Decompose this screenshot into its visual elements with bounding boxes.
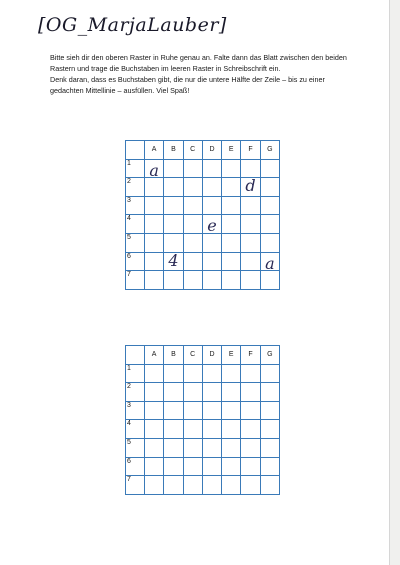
- grid-cell: [183, 252, 202, 271]
- grid-cell: [202, 438, 221, 457]
- grid-cell: [202, 364, 221, 383]
- grid-cell: [222, 178, 241, 197]
- grid-cell: [260, 271, 279, 290]
- grid-header-row: [126, 141, 280, 160]
- grid-cell: [222, 159, 241, 178]
- grid-cell: [260, 438, 279, 457]
- grid-cell: [222, 196, 241, 215]
- col-header-g: G: [260, 346, 279, 365]
- handwritten-letter: e: [207, 216, 217, 236]
- grid-cell: [222, 438, 241, 457]
- grid-cell: [222, 420, 241, 439]
- grid-cell: [202, 476, 221, 495]
- grid-row-7: [126, 476, 280, 495]
- grid-cell: [164, 420, 183, 439]
- row-header-7: 7: [126, 476, 145, 495]
- grid-cell: [164, 476, 183, 495]
- reference-grid: [125, 140, 280, 290]
- grid-cell: [183, 233, 202, 252]
- grid-cell-a1: [145, 159, 164, 178]
- grid-cell: [145, 457, 164, 476]
- grid-cell: [241, 159, 260, 178]
- grid-cell: [145, 271, 164, 290]
- grid-cell: [260, 457, 279, 476]
- grid-cell: [164, 215, 183, 234]
- paper-edge: [389, 0, 400, 565]
- grid-cell: [241, 383, 260, 402]
- grid-cell: [241, 457, 260, 476]
- grid-cell: [202, 178, 221, 197]
- grid-row-2: [126, 383, 280, 402]
- grid-cell-b6: [164, 252, 183, 271]
- grid-cell: [202, 457, 221, 476]
- grid-cell-f2: [241, 178, 260, 197]
- grid-row-1: [126, 364, 280, 383]
- grid-cell: [183, 438, 202, 457]
- grid-cell: [183, 420, 202, 439]
- grid-cell: [202, 252, 221, 271]
- grid-row-1: [126, 159, 280, 178]
- grid-cell: [241, 364, 260, 383]
- row-header-1: 1: [126, 364, 145, 383]
- col-header-a: A: [145, 141, 164, 160]
- row-header-2: 2: [126, 383, 145, 402]
- grid-row-5: [126, 233, 280, 252]
- grid-cell: [241, 252, 260, 271]
- grid-cell: [202, 271, 221, 290]
- row-header-6: 6: [126, 457, 145, 476]
- grid-cell: [241, 215, 260, 234]
- grid-corner-cell: [126, 141, 145, 160]
- row-header-3: 3: [126, 196, 145, 215]
- instruction-paragraph-2: Denk daran, dass es Buchstaben gibt, die nur die untere Hälfte der Zeile – bis zu einer gedachten Mittellinie – ausfüllen. Viel Spaß!: [50, 75, 325, 95]
- col-header-c: C: [183, 141, 202, 160]
- grid-cell: [183, 401, 202, 420]
- row-header-1: 1: [126, 159, 145, 178]
- grid-cell: [145, 420, 164, 439]
- grid-row-7: [126, 271, 280, 290]
- grid-cell: [260, 420, 279, 439]
- row-header-5: 5: [126, 438, 145, 457]
- grid-cell: [260, 383, 279, 402]
- grid-cell: [222, 401, 241, 420]
- grid-cell: [183, 215, 202, 234]
- grid-cell: [164, 271, 183, 290]
- grid-cell: [222, 476, 241, 495]
- grid-cell: [241, 271, 260, 290]
- col-header-e: E: [222, 346, 241, 365]
- grid-cell: [145, 364, 164, 383]
- grid-cell: [183, 271, 202, 290]
- row-header-6: 6: [126, 252, 145, 271]
- grid-cell: [241, 438, 260, 457]
- col-header-c: C: [183, 346, 202, 365]
- grid-cell: [241, 420, 260, 439]
- handwritten-letter: a: [149, 160, 159, 180]
- grid-cell: [145, 178, 164, 197]
- grid-cell: [164, 233, 183, 252]
- grid-cell: [202, 196, 221, 215]
- row-header-4: 4: [126, 215, 145, 234]
- grid-cell: [260, 233, 279, 252]
- grid-cell: [260, 215, 279, 234]
- grid-cell: [222, 383, 241, 402]
- col-header-d: D: [202, 141, 221, 160]
- grid-cell: [202, 420, 221, 439]
- grid-cell: [202, 233, 221, 252]
- grid-cell: [183, 178, 202, 197]
- grid-cell: [202, 383, 221, 402]
- grid-cell: [260, 476, 279, 495]
- grid-cell: [222, 215, 241, 234]
- handwritten-letter: d: [245, 176, 256, 196]
- grid-cell: [222, 364, 241, 383]
- grid-cell: [260, 401, 279, 420]
- grid-cell: [222, 271, 241, 290]
- handwritten-letter: a: [265, 253, 275, 273]
- grid-header-row: [126, 346, 280, 365]
- grid-row-3: [126, 401, 280, 420]
- col-header-d: D: [202, 346, 221, 365]
- col-header-e: E: [222, 141, 241, 160]
- grid-cell: [222, 252, 241, 271]
- grid-cell: [241, 196, 260, 215]
- row-header-4: 4: [126, 420, 145, 439]
- col-header-g: G: [260, 141, 279, 160]
- grid-cell: [202, 159, 221, 178]
- grid-row-6: [126, 252, 280, 271]
- grid-cell: [164, 438, 183, 457]
- grid-cell: [222, 457, 241, 476]
- grid-cell: [145, 401, 164, 420]
- grid-cell: [164, 364, 183, 383]
- row-header-7: 7: [126, 271, 145, 290]
- instruction-paragraph-1: Bitte sieh dir den oberen Raster in Ruhe genau an. Falte dann das Blatt zwischen den beiden Rastern und trage die Buchstaben im leeren Raster in Schreibschrift ein.: [50, 53, 347, 73]
- grid-cell: [183, 159, 202, 178]
- grid-row-2: [126, 178, 280, 197]
- grid-cell: [164, 178, 183, 197]
- grid-cell: [222, 233, 241, 252]
- col-header-f: F: [241, 141, 260, 160]
- grid-cell: [145, 196, 164, 215]
- row-header-3: 3: [126, 401, 145, 420]
- grid-cell: [202, 401, 221, 420]
- grid-row-4: [126, 215, 280, 234]
- grid-cell: [260, 364, 279, 383]
- grid-corner-cell: [126, 346, 145, 365]
- grid-cell: [145, 438, 164, 457]
- col-header-b: B: [164, 346, 183, 365]
- row-header-5: 5: [126, 233, 145, 252]
- grid-row-4: [126, 420, 280, 439]
- grid-cell: [260, 178, 279, 197]
- grid-cell: [260, 196, 279, 215]
- grid-cell: [164, 196, 183, 215]
- grid-cell: [145, 252, 164, 271]
- col-header-f: F: [241, 346, 260, 365]
- grid-cell: [164, 383, 183, 402]
- worksheet-title: [OG_MarjaLauber]: [38, 14, 227, 36]
- grid-row-5: [126, 438, 280, 457]
- grid-cell: [164, 401, 183, 420]
- grid-cell: [145, 476, 164, 495]
- grid-cell: [241, 233, 260, 252]
- grid-row-3: [126, 196, 280, 215]
- grid-cell: [145, 383, 164, 402]
- grid-cell: [183, 196, 202, 215]
- grid-cell: [183, 383, 202, 402]
- grid-cell: [183, 457, 202, 476]
- instructions: [50, 53, 350, 97]
- empty-answer-grid: [125, 345, 280, 495]
- grid-cell: [241, 476, 260, 495]
- grid-cell: [145, 215, 164, 234]
- row-header-2: 2: [126, 178, 145, 197]
- grid-cell-g6: [260, 252, 279, 271]
- grid-cell: [164, 159, 183, 178]
- grid-cell: [183, 364, 202, 383]
- col-header-b: B: [164, 141, 183, 160]
- grid-cell: [164, 457, 183, 476]
- grid-cell: [260, 159, 279, 178]
- grid-cell: [145, 233, 164, 252]
- grid-row-6: [126, 457, 280, 476]
- grid-cell-d4: [202, 215, 221, 234]
- handwritten-letter: 4: [168, 250, 179, 270]
- col-header-a: A: [145, 346, 164, 365]
- grid-cell: [183, 476, 202, 495]
- grid-cell: [241, 401, 260, 420]
